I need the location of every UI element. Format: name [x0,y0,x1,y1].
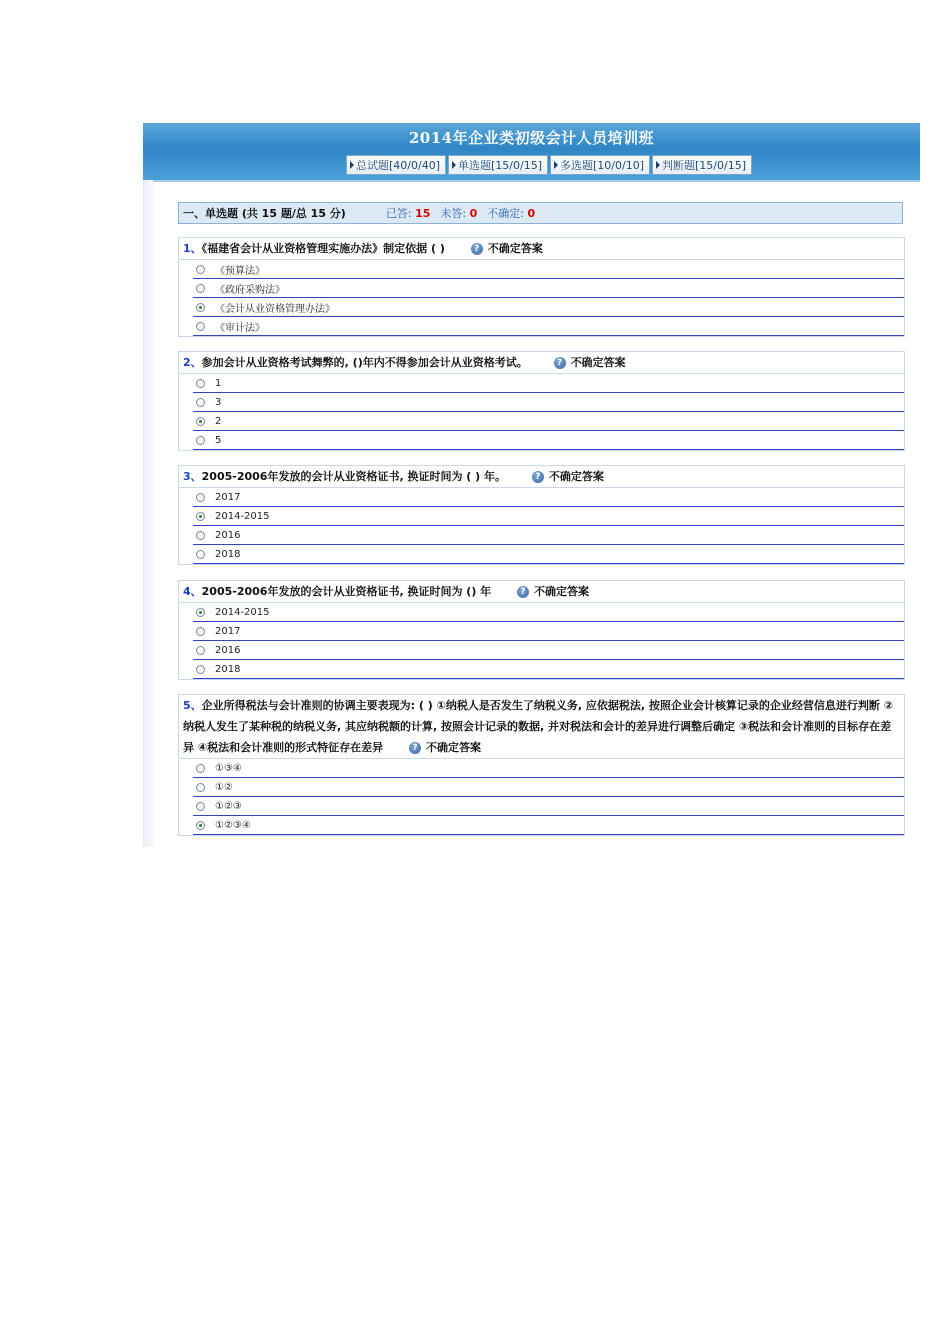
option-row[interactable] [193,374,904,393]
option-row[interactable] [193,622,904,641]
option-radio-selected[interactable] [196,821,205,830]
option-label: 2017 [215,625,241,637]
option-label: ①③④ [215,762,242,774]
uncertain-answer-link[interactable]: 不确定答案 [426,741,481,754]
question-text: 参加会计从业资格考试舞弊的, ()年内不得参加会计从业资格考试。 [201,356,528,369]
option-label: 2016 [215,529,241,541]
question-block [178,351,905,451]
option-row[interactable] [193,298,904,317]
tab-multiple-choice[interactable] [550,155,650,175]
question-number: 5、 [183,699,202,712]
answered-stat [386,205,431,221]
option-label: ①②③④ [215,819,251,831]
question-text: 企业所得税法与会计准则的协调主要表现为: ( ) ①纳税人是否发生了纳税义务, 应依据税法, 按照企业会计核算记录的企业经营信息进行判断 ②纳税人发生了某种税的纳税义务, 其应纳税额的计算, 按照会计记录的数据, 并对税法和会计的差异进行调整后确定 ③税法和会计准则的目标存在差异 ④税法和会计准则的形式特征存在差异 [183,699,894,754]
question-text: 2005-2006年发放的会计从业资格证书, 换证时间为 () 年 [201,585,492,598]
question-type-tabs [346,155,752,175]
tab-label: 判断题[15/0/15] [662,159,746,172]
arrow-right-icon [656,161,660,169]
option-label: 2014-2015 [215,606,270,618]
uncertain-count: 0 [527,207,536,220]
option-label: 2 [215,415,222,427]
option-label: 1 [215,377,222,389]
option-radio[interactable] [196,783,205,792]
question-number: 1、 [183,242,202,255]
question-number: 4、 [183,585,202,598]
option-label: 2014-2015 [215,510,270,522]
unanswered-count: 0 [469,207,478,220]
option-label: 2016 [215,644,241,656]
option-row[interactable] [193,317,904,336]
option-row[interactable] [193,816,904,835]
option-radio-selected[interactable] [196,608,205,617]
option-row[interactable] [193,279,904,298]
option-label: 《预算法》 [215,265,265,277]
question-header [179,466,904,488]
option-radio[interactable] [196,627,205,636]
uncertain-label: 不确定: [487,207,524,220]
unanswered-label: 未答: [440,207,467,220]
arrow-right-icon [554,161,558,169]
question-block [178,580,905,680]
uncertain-answer-link[interactable]: 不确定答案 [570,356,626,369]
option-label: ①② [215,781,233,793]
option-row[interactable] [193,759,904,778]
option-label: 《政府采购法》 [215,284,285,296]
option-row[interactable] [193,660,904,679]
tab-all-questions[interactable] [346,155,446,175]
question-header [179,695,904,759]
section-summary-bar [178,202,903,224]
option-row[interactable] [193,545,904,564]
option-radio-selected[interactable] [196,303,205,312]
uncertain-answer-link[interactable]: 不确定答案 [534,585,590,598]
option-radio[interactable] [196,531,205,540]
option-label: 2017 [215,491,241,503]
option-row[interactable] [193,797,904,816]
arrow-right-icon [350,161,354,169]
option-radio[interactable] [196,802,205,811]
option-radio-selected[interactable] [196,512,205,521]
help-icon[interactable]: ? [471,243,483,255]
option-row[interactable] [193,778,904,797]
option-radio[interactable] [196,379,205,388]
option-radio[interactable] [196,284,205,293]
option-label: 2018 [215,548,241,560]
uncertain-stat [487,205,535,221]
tab-true-false[interactable] [652,155,752,175]
question-block [178,694,905,836]
option-row[interactable] [193,431,904,450]
option-radio[interactable] [196,322,205,331]
uncertain-answer-link[interactable]: 不确定答案 [487,242,543,255]
answered-label: 已答: [385,207,412,220]
question-text: 2005-2006年发放的会计从业资格证书, 换证时间为 ( ) 年。 [201,470,507,483]
exam-window [143,123,920,847]
question-header [179,581,904,603]
answered-count: 15 [415,207,431,220]
section-title: 一、单选题 (共 15 题/总 15 分) [183,207,346,220]
option-radio-selected[interactable] [196,417,205,426]
option-row[interactable] [193,260,904,279]
option-radio[interactable] [196,550,205,559]
question-header [179,238,904,260]
option-row[interactable] [193,412,904,431]
help-icon[interactable]: ? [532,471,544,483]
option-row[interactable] [193,393,904,412]
option-radio[interactable] [196,493,205,502]
option-row[interactable] [193,488,904,507]
option-row[interactable] [193,507,904,526]
help-icon[interactable]: ? [517,586,529,598]
option-radio[interactable] [196,398,205,407]
tab-label: 多选题[10/0/10] [560,159,644,172]
question-number: 2、 [183,356,202,369]
option-radio[interactable] [196,764,205,773]
option-label: ①②③ [215,800,242,812]
question-number: 3、 [183,470,202,483]
help-icon[interactable]: ? [554,357,566,369]
question-text: 《福建省会计从业资格管理实施办法》制定依据 ( ) [201,242,445,255]
option-radio[interactable] [196,265,205,274]
option-radio[interactable] [196,665,205,674]
unanswered-stat [440,205,477,221]
help-icon[interactable]: ? [409,742,421,754]
tab-label: 单选题[15/0/15] [458,159,542,172]
tab-single-choice[interactable] [448,155,548,175]
question-block [178,465,905,565]
option-radio[interactable] [196,436,205,445]
option-row[interactable] [193,526,904,545]
option-label: 《会计从业资格管理办法》 [215,303,335,315]
question-block [178,237,905,337]
option-label: 《审计法》 [215,322,265,334]
tab-label: 总试题[40/0/40] [356,159,440,172]
question-header [179,352,904,374]
option-row[interactable] [193,641,904,660]
arrow-right-icon [452,161,456,169]
option-radio[interactable] [196,646,205,655]
option-label: 5 [215,434,222,446]
exam-title: 2014年企业类初级会计人员培训班 [408,129,655,147]
option-label: 3 [215,396,222,408]
exam-header [143,123,920,182]
left-border [143,180,153,847]
option-row[interactable] [193,603,904,622]
option-label: 2018 [215,663,241,675]
uncertain-answer-link[interactable]: 不确定答案 [548,470,604,483]
